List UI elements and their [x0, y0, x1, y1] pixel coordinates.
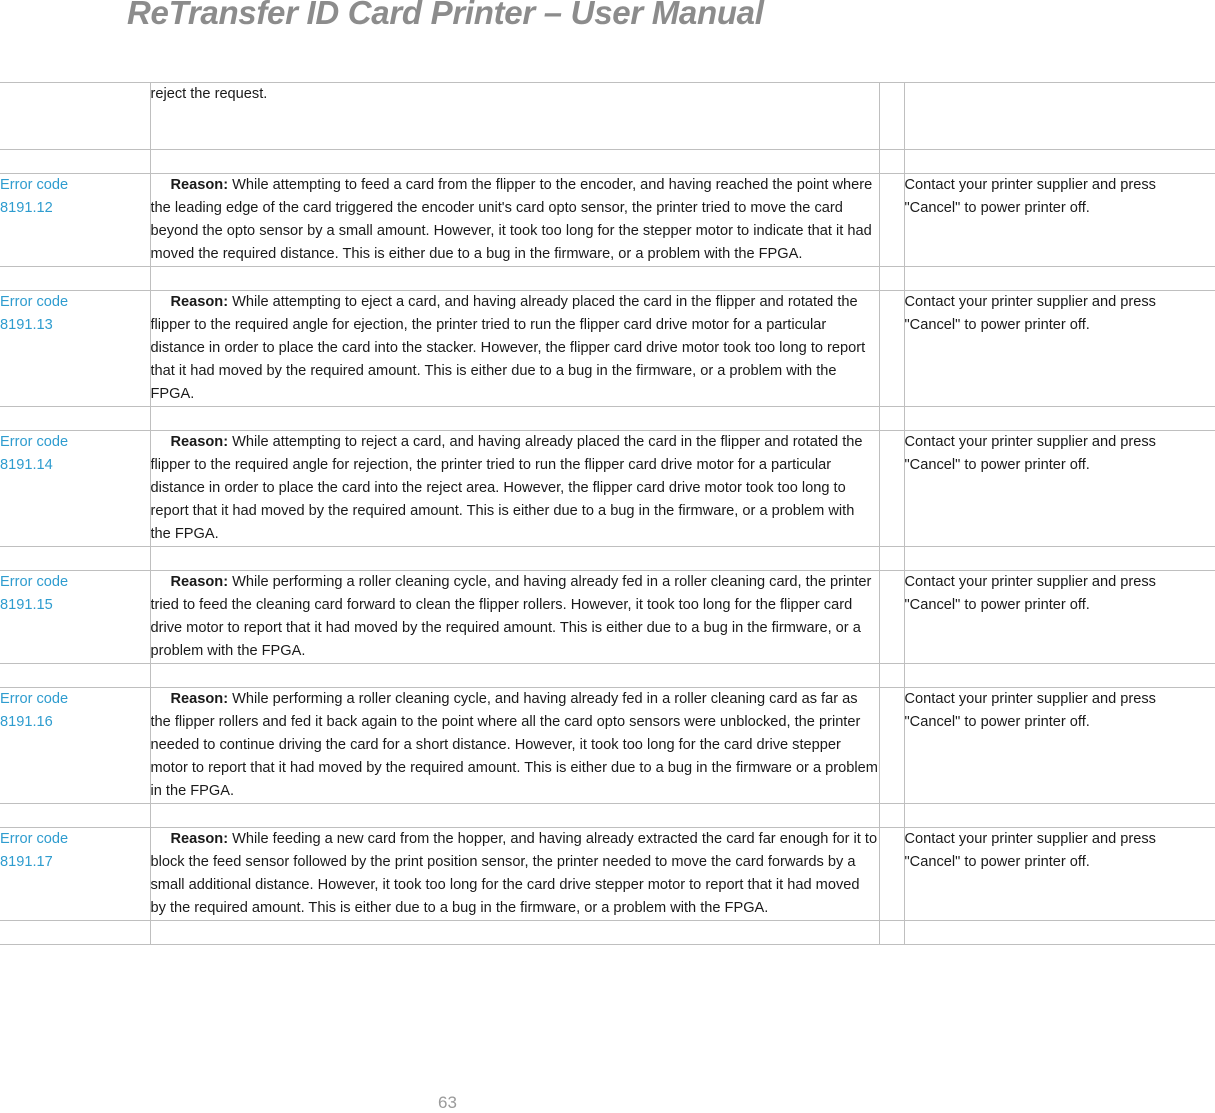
reason-text: While feeding a new card from the hopper, and having already extracted the card far enough for it to block the feed sensor followed by the print position sensor, the printer needed to move the card forwards by a small additional distance. However, it took too long for the card drive stepper motor to report that it had moved by the required amount. This is either due to a bug in the firmware, or a problem with the FPGA. — [151, 831, 878, 916]
action-cell — [904, 174, 1215, 267]
error-code-label: Error code — [0, 571, 150, 594]
continuation-text: reject the request. — [150, 83, 879, 150]
reason-text: While performing a roller cleaning cycle, and having already fed in a roller cleaning card, the printer tried to feed the cleaning card forward to clean the flipper rollers. However, it took too long for the flipper card drive motor to report that it had moved by the required amount. This is either due to a bug in the firmware, or a problem with the FPGA. — [151, 574, 872, 659]
action-text-line2: "Cancel" to power printer off. — [905, 454, 1215, 477]
action-text-line1: Contact your printer supplier and press — [905, 571, 1215, 594]
action-text-line1: Contact your printer supplier and press — [905, 688, 1215, 711]
table-spacer-row — [0, 150, 1215, 174]
error-code-number: 8191.15 — [0, 594, 150, 617]
action-cell — [904, 571, 1215, 664]
table-spacer-row — [0, 921, 1215, 945]
action-text-line2: "Cancel" to power printer off. — [905, 197, 1215, 220]
table-spacer-row — [0, 547, 1215, 571]
error-code-number: 8191.12 — [0, 197, 150, 220]
reason-label: Reason: — [151, 434, 229, 450]
error-code-cell — [0, 174, 150, 267]
action-text-line2: "Cancel" to power printer off. — [905, 314, 1215, 337]
table-row — [0, 174, 1215, 267]
error-code-number: 8191.16 — [0, 711, 150, 734]
error-code-cell — [0, 828, 150, 921]
reason-cell — [150, 571, 879, 664]
error-code-number: 8191.13 — [0, 314, 150, 337]
error-code-label: Error code — [0, 828, 150, 851]
action-text-line1: Contact your printer supplier and press — [905, 828, 1215, 851]
reason-label: Reason: — [151, 831, 229, 847]
error-code-cell — [0, 431, 150, 547]
table-row — [0, 571, 1215, 664]
table-row — [0, 291, 1215, 407]
action-cell — [904, 431, 1215, 547]
action-text-line2: "Cancel" to power printer off. — [905, 851, 1215, 874]
table-row — [0, 83, 1215, 150]
error-code-label: Error code — [0, 174, 150, 197]
reason-text: While attempting to feed a card from the flipper to the encoder, and having reached the point where the leading edge of the card triggered the encoder unit's card opto sensor, the printer tried to move the card beyond the opto sensor by a small amount. However, it took too long for the stepper motor to indicate that it had moved the required distance. This is either due to a bug in the firmware, or a problem with the FPGA. — [151, 177, 873, 262]
reason-cell — [150, 431, 879, 547]
error-code-number: 8191.14 — [0, 454, 150, 477]
error-code-cell — [0, 688, 150, 804]
action-cell — [904, 688, 1215, 804]
action-cell — [904, 828, 1215, 921]
reason-text: While attempting to reject a card, and having already placed the card in the flipper and rotated the flipper to the required angle for rejection, the printer tried to run the flipper card drive motor for a particular distance in order to place the card into the reject area. However, the flipper card drive motor took too long to report that it had moved by the required amount. This is either due to a bug in the firmware, or a problem with the FPGA. — [151, 434, 863, 542]
error-code-table — [0, 82, 1215, 945]
error-code-label: Error code — [0, 688, 150, 711]
table-row — [0, 828, 1215, 921]
action-text-line2: "Cancel" to power printer off. — [905, 594, 1215, 617]
action-text-line1: Contact your printer supplier and press — [905, 291, 1215, 314]
reason-text: While attempting to eject a card, and having already placed the card in the flipper and rotated the flipper to the required angle for ejection, the printer tried to run the flipper card drive motor for a particular distance in order to place the card into the stacker. However, the flipper card drive motor took too long to report that it had moved by the required amount. This is either due to a bug in the firmware, or a problem with the FPGA. — [151, 294, 866, 402]
reason-cell — [150, 291, 879, 407]
page-number: 63 — [438, 1093, 457, 1113]
action-cell — [904, 291, 1215, 407]
table-row — [0, 688, 1215, 804]
action-text-line1: Contact your printer supplier and press — [905, 431, 1215, 454]
reason-cell — [150, 174, 879, 267]
table-row — [0, 431, 1215, 547]
error-code-cell — [0, 571, 150, 664]
reason-cell — [150, 688, 879, 804]
action-text-line2: "Cancel" to power printer off. — [905, 711, 1215, 734]
table-spacer-row — [0, 664, 1215, 688]
table-spacer-row — [0, 407, 1215, 431]
reason-cell — [150, 828, 879, 921]
document-title: ReTransfer ID Card Printer – User Manual — [127, 0, 764, 32]
reason-label: Reason: — [151, 177, 229, 193]
error-code-number: 8191.17 — [0, 851, 150, 874]
reason-label: Reason: — [151, 294, 229, 310]
error-code-cell — [0, 291, 150, 407]
reason-text: While performing a roller cleaning cycle, and having already fed in a roller cleaning card as far as the flipper rollers and fed it back again to the point where all the card opto sensors were unblocked, the printer needed to continue driving the card for a short distance. However, it took too long for the card drive stepper motor to report that it had moved by the required amount. This is either due to a bug in the firmware or a problem in the FPGA. — [151, 691, 878, 799]
table-spacer-row — [0, 804, 1215, 828]
reason-label: Reason: — [151, 691, 229, 707]
error-code-label: Error code — [0, 291, 150, 314]
table-spacer-row — [0, 267, 1215, 291]
action-text-line1: Contact your printer supplier and press — [905, 174, 1215, 197]
reason-label: Reason: — [151, 574, 229, 590]
error-code-label: Error code — [0, 431, 150, 454]
